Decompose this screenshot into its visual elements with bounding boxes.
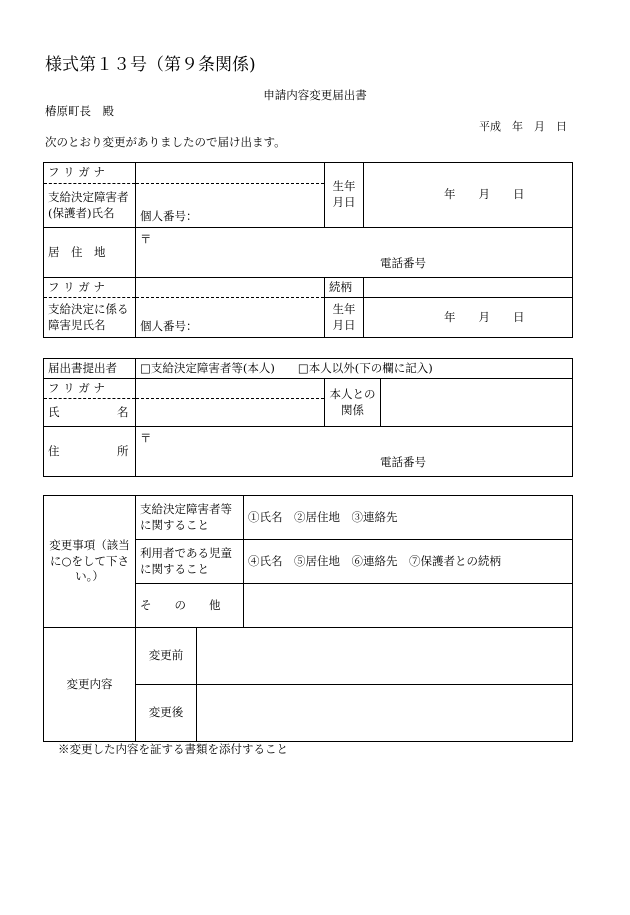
submission-date[interactable]: 平成 年 月 日 xyxy=(479,120,567,133)
applicant-address-label: 居 住 地 xyxy=(44,228,136,278)
child-birth-date[interactable]: 年 月 日 xyxy=(364,298,573,338)
applicant-address-field[interactable] xyxy=(136,228,573,278)
postal-mark: 〒 xyxy=(140,431,152,445)
other-field[interactable] xyxy=(244,584,573,628)
submitter-furigana-label: フ リ ガ ナ xyxy=(44,379,136,399)
option-self-checkbox[interactable]: □支給決定障害者等(本人) xyxy=(140,360,275,375)
child-personal-number-label: 個人番号： xyxy=(140,319,198,334)
postal-mark: 〒 xyxy=(140,232,152,246)
child-relation-label: 続柄 xyxy=(325,278,364,298)
submitter-options xyxy=(136,359,573,379)
change-content-label: 変更内容 xyxy=(44,628,136,742)
applicant-furigana-field[interactable] xyxy=(136,163,325,184)
submitter-furigana-field[interactable] xyxy=(136,379,325,399)
changes-table xyxy=(43,495,573,742)
applicant-name-label: 支給決定障害者(保護者)氏名 xyxy=(44,184,136,228)
intro-text: 次のとおり変更がありましたので届け出ます。 xyxy=(45,135,286,149)
other-label: そ の 他 xyxy=(136,584,244,628)
applicant-birth-date[interactable]: 年 月 日 xyxy=(364,163,573,228)
applicant-personal-number-label: 個人番号： xyxy=(140,209,198,224)
group1-label: 支給決定障害者等に関すること xyxy=(136,496,244,540)
submitter-phone-label: 電話番号 xyxy=(380,454,426,469)
applicant-name-field[interactable] xyxy=(136,184,325,228)
group2-options[interactable]: ④氏名 ⑤居住地 ⑥連絡先 ⑦保護者との続柄 xyxy=(244,540,573,584)
before-label: 変更前 xyxy=(136,628,197,685)
after-field[interactable] xyxy=(197,685,573,742)
submitter-relation-field[interactable] xyxy=(381,379,573,427)
submitter-relation-label: 本人との関係 xyxy=(325,379,381,427)
document-title: 申請内容変更届出書 xyxy=(263,88,367,102)
child-relation-field[interactable] xyxy=(364,278,573,298)
after-label: 変更後 xyxy=(136,685,197,742)
group2-label: 利用者である児童に関すること xyxy=(136,540,244,584)
submitter-table xyxy=(43,358,573,477)
change-items-label: 変更事項（該当に○をして下さい。） xyxy=(44,496,136,628)
before-field[interactable] xyxy=(197,628,573,685)
child-name-label: 支給決定に係る障害児氏名 xyxy=(44,298,136,338)
attachment-note: ※変更した内容を証する書類を添付すること xyxy=(58,742,288,756)
submitter-name-label: 氏 名 xyxy=(44,399,136,427)
applicant-birth-label: 生年月日 xyxy=(325,163,364,228)
child-furigana-label: フ リ ガ ナ xyxy=(44,278,136,298)
submitter-address-field[interactable] xyxy=(136,427,573,477)
submitter-address-label: 住 所 xyxy=(44,427,136,477)
submitter-label: 届出書提出者 xyxy=(44,359,136,379)
applicant-table xyxy=(43,162,573,338)
child-name-field[interactable] xyxy=(136,298,325,338)
child-furigana-field[interactable] xyxy=(136,278,325,298)
applicant-phone-label: 電話番号 xyxy=(380,255,426,270)
form-number: 様式第１３号（第９条関係) xyxy=(45,55,256,75)
applicant-furigana-label: フ リ ガ ナ xyxy=(44,163,136,184)
addressee: 椿原町長 殿 xyxy=(45,104,114,118)
group1-options[interactable]: ①氏名 ②居住地 ③連絡先 xyxy=(244,496,573,540)
option-other-checkbox[interactable]: □本人以外(下の欄に記入) xyxy=(297,360,433,375)
child-birth-label: 生年月日 xyxy=(325,298,364,338)
submitter-name-field[interactable] xyxy=(136,399,325,427)
